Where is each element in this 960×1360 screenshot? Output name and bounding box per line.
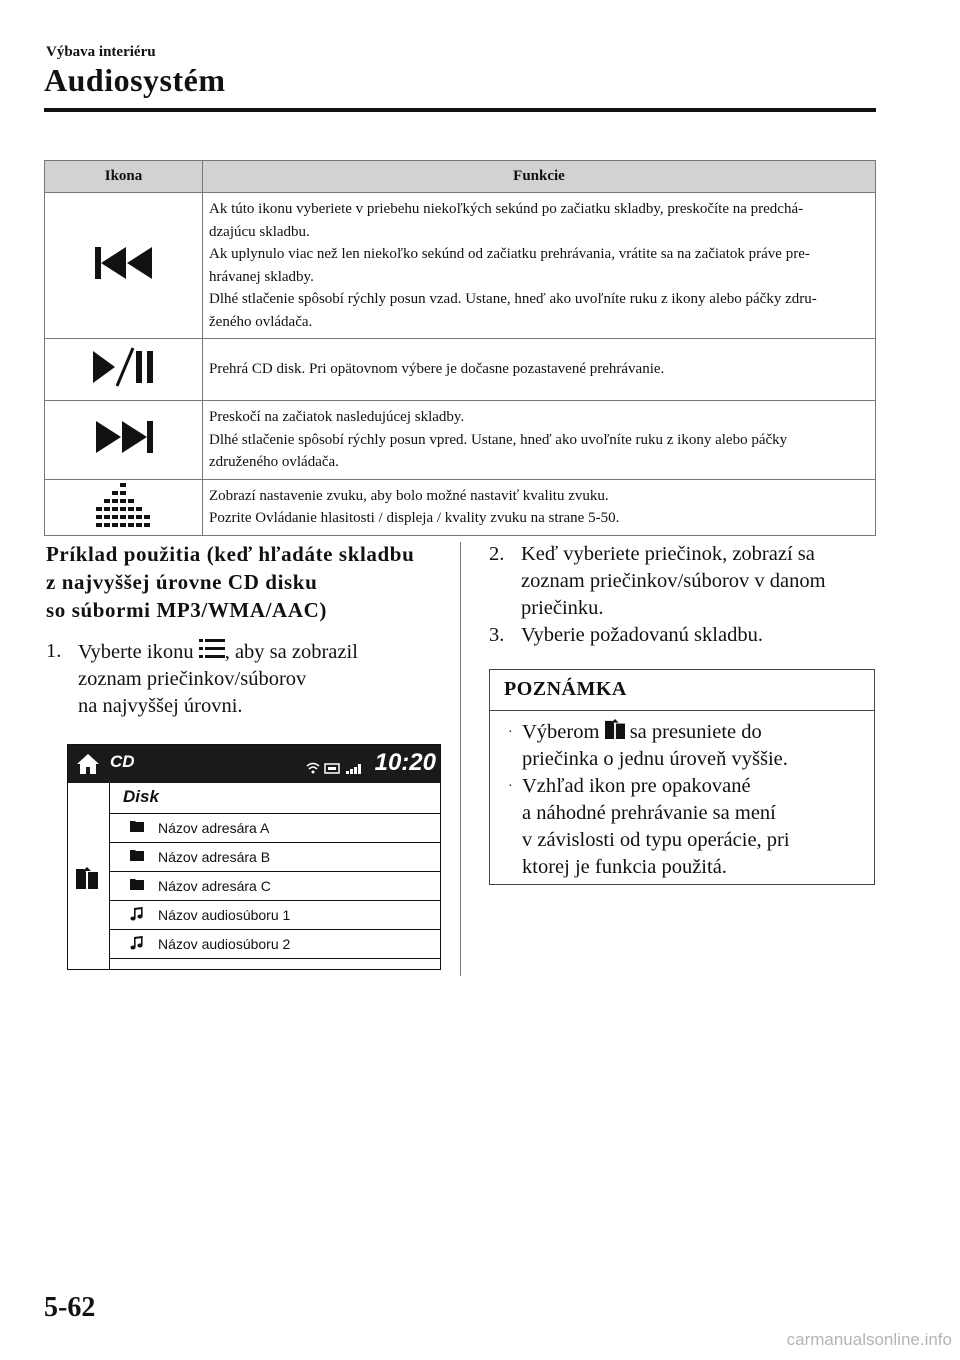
screen-list-item[interactable] [110, 900, 440, 929]
list-item-label: Názov adresára A [158, 820, 270, 836]
play-pause-icon [91, 347, 157, 387]
list-icon [199, 638, 225, 660]
step-number: 2. [489, 543, 505, 565]
step-number: 3. [489, 624, 505, 646]
list-item-label: Názov adresára B [158, 849, 271, 865]
example-section [46, 540, 446, 720]
music-note-icon [130, 936, 144, 950]
previous-track-icon [94, 246, 154, 280]
step-2: 2. Keď vyberiete priečinok, zobrazí sa zoznam priečinkov/súborov v danom priečinku. [489, 543, 826, 619]
screen-list-item[interactable] [110, 813, 440, 842]
column-divider [460, 542, 461, 976]
folder-up-icon [605, 719, 625, 739]
function-description: Zobrazí nastavenie zvuku, aby bolo možné nastaviť kvalitu zvuku. Pozrite Ovládanie hlasitosti / displeja / kvality zvuku na strane 5-50. [203, 479, 876, 535]
screen-list-item[interactable] [110, 871, 440, 900]
note-box [489, 669, 875, 885]
home-icon [77, 754, 99, 774]
step-3: 3. Vyberie požadovanú skladbu. [489, 622, 879, 649]
icon-cell [45, 339, 203, 401]
screen-side-panel [68, 783, 110, 969]
next-track-icon [94, 420, 154, 454]
step-1: 1. Vyberte ikonu , aby sa zobrazil zoznam priečinkov/súborov na najvyššej úrovni. [46, 640, 358, 717]
bullet: · [508, 725, 513, 740]
list-item-label: Názov adresára C [158, 878, 271, 894]
table-row [45, 479, 876, 535]
screen-list-item[interactable] [110, 929, 440, 959]
note-item: · Výberom sa presuniete do priečinka o jednu úroveň vyššie. [508, 721, 788, 770]
screen-status-bar [68, 745, 440, 783]
sound-settings-icon [96, 481, 152, 529]
screen-disk-label: Disk [123, 787, 159, 806]
table-header-row [45, 161, 876, 193]
bullet: · [508, 779, 513, 794]
folder-icon [130, 849, 144, 861]
table-row [45, 401, 876, 480]
page-title: Audiosystém [44, 62, 226, 98]
column-header-icon: Ikona [45, 161, 203, 193]
folder-up-icon[interactable] [76, 867, 98, 889]
icon-function-table [44, 160, 876, 536]
steps-continued [489, 541, 879, 649]
function-description: Prehrá CD disk. Pri opätovnom výbere je dočasne pozastavené prehrávanie. [203, 339, 876, 401]
step-number: 1. [46, 640, 62, 662]
title-divider [44, 108, 876, 112]
note-item: · Vzhľad ikon pre opakované a náhodné prehrávanie sa mení v závislosti od typu operácie, pri ktorej je funkcia použitá. [508, 775, 790, 878]
page-number: 5-62 [44, 1292, 96, 1323]
example-heading: Príklad použitia (keď hľadáte skladbu z najvyššej úrovne CD disku so súbormi MP3/WMA/AAC) [46, 542, 415, 622]
screen-list-item[interactable] [110, 842, 440, 871]
note-title: POZNÁMKA [490, 670, 874, 711]
function-description: Preskočí na začiatok nasledujúcej skladby. Dlhé stlačenie spôsobí rýchly posun vpred. Ustane, hneď ako uvoľníte ruku z ikony alebo páčky združeného ovládača. [203, 401, 876, 480]
list-item-label: Názov audiosúboru 2 [158, 936, 291, 952]
function-description: Ak túto ikonu vyberiete v priebehu niekoľkých sekúnd po začiatku skladby, preskočíte na predchá- dzajúcu skladbu. Ak uplynulo viac než len niekoľko sekúnd od začiatku prehrávania, vrátite sa na začiatok práve pre- hrávanej skladby. Dlhé stlačenie spôsobí rýchly posun vzad. Ustane, hneď ako uvoľníte ruku z ikony alebo páčky zdru- ženého ovládača. [203, 193, 876, 339]
section-label: Výbava interiéru [46, 44, 156, 60]
list-item-label: Názov audiosúboru 1 [158, 907, 291, 923]
icon-cell [45, 401, 203, 480]
column-header-function: Funkcie [203, 161, 876, 193]
watermark: carmanualsonline.info [786, 1330, 952, 1349]
table-row [45, 339, 876, 401]
music-note-icon [130, 907, 144, 921]
icon-cell [45, 479, 203, 535]
screen-clock: 10:20 [374, 749, 436, 776]
table-row [45, 193, 876, 339]
folder-icon [130, 820, 144, 832]
signal-status-icons [306, 761, 366, 775]
screen-source-label: CD [110, 752, 135, 771]
cd-screen-mockup [67, 744, 441, 970]
folder-icon [130, 878, 144, 890]
icon-cell [45, 193, 203, 339]
